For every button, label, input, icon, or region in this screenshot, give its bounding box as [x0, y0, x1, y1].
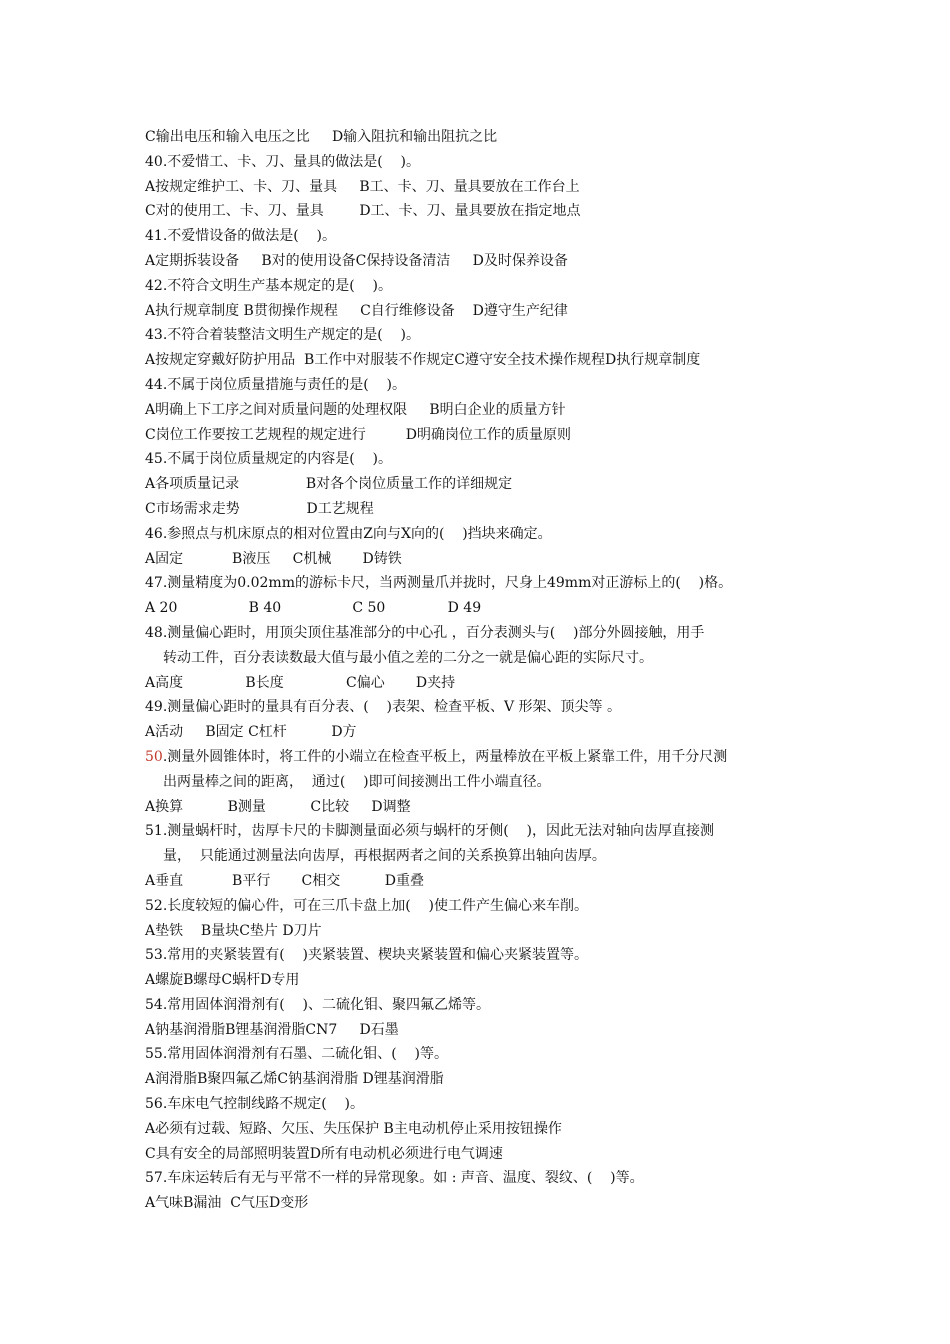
question-54: 54.常用固体润滑剂有( )、二硫化钼、聚四氟乙烯等。 — [145, 996, 490, 1013]
options-line: A 20 B 40 C 50 D 49 — [145, 600, 482, 617]
options-line: C市场需求走势 D工艺规程 — [145, 500, 374, 517]
question-49: 49.测量偏心距时的量具有百分表、( )表架、检查平板、V 形架、顶尖等 。 — [145, 699, 621, 716]
question-44: 44.不属于岗位质量措施与责任的是( )。 — [145, 376, 406, 393]
options-line: A活动 B固定 C杠杆 D方 — [145, 724, 357, 741]
question-57: 57.车床运转后有无与平常不一样的异常现象。如 : 声音、温度、裂纹、( )等。 — [145, 1170, 644, 1187]
question-48: 48.测量偏心距时，用顶尖顶住基准部分的中心孔 ，百分表测头与( )部分外圆接触，用手 — [145, 624, 705, 641]
options-line: A换算 B测量 C比较 D调整 — [145, 798, 411, 815]
options-line: A定期拆装设备 B对的使用设备C保持设备清洁 D及时保养设备 — [145, 252, 568, 269]
question-55: 55.常用固体润滑剂有石墨、二硫化钼、( )等。 — [145, 1046, 448, 1063]
options-line: A气味B漏油 C气压D变形 — [145, 1195, 309, 1212]
options-line: C岗位工作要按工艺规程的规定进行 D明确岗位工作的质量原则 — [145, 426, 571, 443]
question-40: 40.不爱惜工、卡、刀、量具的做法是( )。 — [145, 153, 420, 170]
question-56: 56.车床电气控制线路不规定( )。 — [145, 1096, 364, 1113]
options-line: A高度 B长度 C偏心 D夹持 — [145, 674, 456, 691]
options-line: A按规定维护工、卡、刀、量具 B工、卡、刀、量具要放在工作台上 — [145, 178, 580, 195]
options-line: A必须有过载、短路、欠压、失压保护 B主电动机停止采用按钮操作 — [145, 1120, 562, 1137]
question-53: 53.常用的夹紧装置有( )夹紧装置、楔块夹紧装置和偏心夹紧装置等。 — [145, 947, 588, 964]
question-48-continuation: 转动工件，百分表读数最大值与最小值之差的二分之一就是偏心距的实际尺寸。 — [163, 649, 653, 666]
options-line: A执行规章制度 B贯彻操作规程 C自行维修设备 D遵守生产纪律 — [145, 302, 568, 319]
question-42: 42.不符合文明生产基本规定的是( )。 — [145, 277, 392, 294]
text-line: C输出电压和输入电压之比 D输入阻抗和输出阻抗之比 — [145, 129, 498, 145]
question-41: 41.不爱惜设备的做法是( )。 — [145, 228, 336, 245]
question-50 — [145, 745, 825, 770]
options-line: C具有安全的局部照明装置D所有电动机必须进行电气调速 — [145, 1145, 503, 1162]
question-45: 45.不属于岗位质量规定的内容是( )。 — [145, 451, 392, 468]
question-number: 50 — [145, 748, 163, 765]
question-50-continuation: 出两量棒之间的距离， 通过( )即可间接测出工件小端直径。 — [163, 773, 551, 790]
options-line: A螺旋B螺母C蜗杆D专用 — [145, 972, 300, 989]
question-46: 46.参照点与机床原点的相对位置由Z向与X向的( )挡块来确定。 — [145, 525, 552, 542]
options-line: A固定 B液压 C机械 D铸铁 — [145, 550, 402, 567]
question-text: .测量外圆锥体时，将工件的小端立在检查平板上，两量棒放在平板上紧靠工件，用千分尺测 — [162, 748, 728, 765]
options-line: A各项质量记录 B对各个岗位质量工作的详细规定 — [145, 476, 513, 493]
options-line: A钠基润滑脂B锂基润滑脂CN7 D石墨 — [145, 1021, 399, 1038]
options-line: A明确上下工序之间对质量问题的处理权限 B明白企业的质量方针 — [145, 401, 566, 418]
question-52: 52.长度较短的偏心件，可在三爪卡盘上加( )使工件产生偏心来车削。 — [145, 897, 588, 914]
question-51: 51.测量蜗杆时，齿厚卡尺的卡脚测量面必须与蜗杆的牙侧( )，因此无法对轴向齿厚直接测 — [145, 823, 714, 840]
question-51-continuation: 量， 只能通过测量法向齿厚，再根据两者之间的关系换算出轴向齿厚。 — [163, 848, 606, 865]
options-line: A垂直 B平行 C相交 D重叠 — [145, 872, 424, 889]
document-page — [145, 125, 825, 1216]
options-line: A垫铁 B量块C垫片 D刀片 — [145, 922, 322, 939]
options-line: A润滑脂B聚四氟乙烯C钠基润滑脂 D锂基润滑脂 — [145, 1071, 444, 1088]
question-43: 43.不符合着装整洁文明生产规定的是( )。 — [145, 327, 420, 344]
question-47: 47.测量精度为0.02mm的游标卡尺，当两测量爪并拢时，尺身上49mm对正游标上的( )格。 — [145, 575, 733, 592]
options-line: C对的使用工、卡、刀、量具 D工、卡、刀、量具要放在指定地点 — [145, 203, 581, 220]
options-line: A按规定穿戴好防护用品 B工作中对服装不作规定C遵守安全技术操作规程D执行规章制度 — [145, 352, 701, 369]
